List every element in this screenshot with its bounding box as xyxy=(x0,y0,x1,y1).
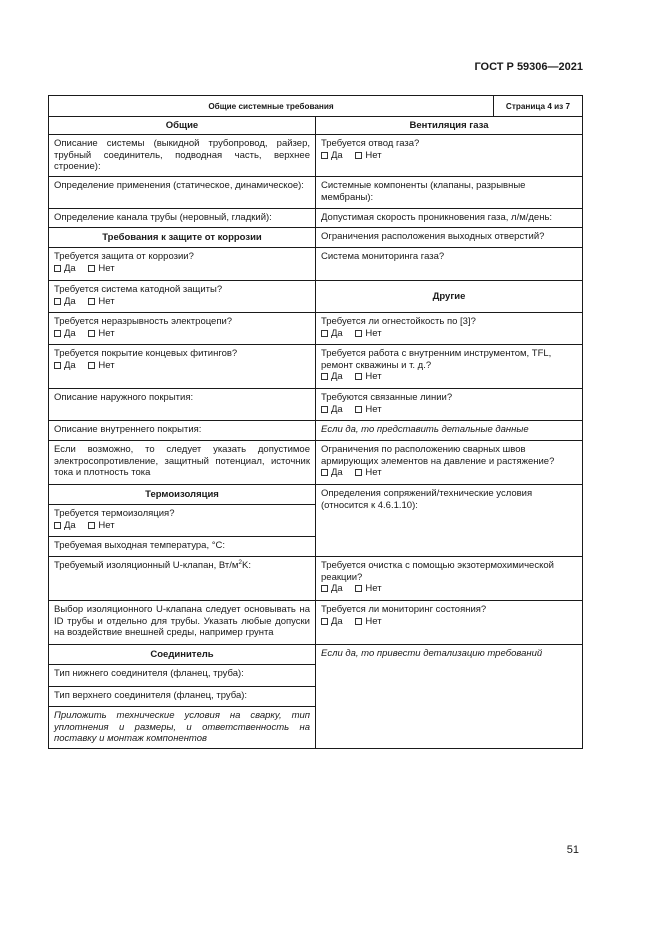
checkbox-icon xyxy=(321,406,328,413)
section-corrosion-header: Требования к защите от коррозии xyxy=(49,228,315,248)
checkbox-icon xyxy=(54,330,61,337)
corrosion-protection-question xyxy=(49,248,315,281)
fitting-coating-question xyxy=(49,345,315,389)
exothermic-cleaning-question xyxy=(316,557,582,601)
checkbox-icon xyxy=(54,362,61,369)
attach-specs-note: Приложить технические условия на сварку, тип уплотнения и размеры, и ответственность на поставку и монтаж компонентов xyxy=(54,710,310,745)
checkbox-icon xyxy=(321,330,328,337)
exotherm-question-text: Требуется очистка с помощью экзотермохимической реакции? xyxy=(321,560,554,583)
section-other-header: Другие xyxy=(316,281,582,313)
checkbox-icon xyxy=(355,152,362,159)
section-connector-header: Соединитель xyxy=(49,645,315,665)
pipe-bore-field[interactable]: Определение канала трубы (неровный, гладкий): xyxy=(49,209,315,228)
checkbox-icon xyxy=(54,265,61,272)
fire-no-checkbox[interactable]: Нет xyxy=(355,328,381,340)
linked-lines-question xyxy=(316,389,582,421)
fitting-yes-checkbox[interactable]: Да xyxy=(54,360,76,372)
checkbox-icon xyxy=(355,618,362,625)
checkbox-icon xyxy=(321,618,328,625)
checkbox-icon xyxy=(321,152,328,159)
tfl-question xyxy=(316,345,582,389)
checkbox-icon xyxy=(321,469,328,476)
condition-monitoring-note: Если да, то привести детализацию требований xyxy=(321,648,543,659)
linked-no-checkbox[interactable]: Нет xyxy=(355,404,381,416)
application-field[interactable]: Определение применения (статическое, динамическое): xyxy=(49,177,315,209)
u-value-label: Требуемый изоляционный U-клапан, Вт/м xyxy=(54,560,239,571)
fire-yes-checkbox[interactable]: Да xyxy=(321,328,343,340)
cathodic-yes-checkbox[interactable]: Да xyxy=(54,296,76,308)
exotherm-no-checkbox[interactable]: Нет xyxy=(355,583,381,595)
thermal-insulation-question xyxy=(49,505,315,537)
condition-monitoring-question xyxy=(316,601,582,645)
electrical-continuity-question xyxy=(49,313,315,345)
gas-vent-question-text: Требуется отвод газа? xyxy=(321,138,420,149)
form-title: Общие системные требования xyxy=(49,96,494,116)
tfl-no-checkbox[interactable]: Нет xyxy=(355,371,381,383)
gas-vent-question xyxy=(316,135,582,177)
gas-monitoring-field[interactable]: Система мониторинга газа? xyxy=(316,248,582,281)
standard-number: ГОСТ Р 59306—2021 xyxy=(474,61,583,73)
cathodic-question-text: Требуется система катодной защиты? xyxy=(54,284,223,295)
checkbox-icon xyxy=(88,362,95,369)
weld-location-question xyxy=(316,441,582,485)
checkbox-icon xyxy=(88,265,95,272)
linked-question-text: Требуются связанные линии? xyxy=(321,392,453,403)
fire-question-text: Требуется ли огнестойкость по [3]? xyxy=(321,316,476,327)
weld-yes-checkbox[interactable]: Да xyxy=(321,467,343,479)
tfl-yes-checkbox[interactable]: Да xyxy=(321,371,343,383)
form-columns xyxy=(48,117,583,749)
continuity-question-text: Требуется неразрывность электроцепи? xyxy=(54,316,233,327)
checkbox-icon xyxy=(355,373,362,380)
gas-vent-yes-checkbox[interactable]: Да xyxy=(321,150,343,162)
insulation-yes-checkbox[interactable]: Да xyxy=(54,520,76,532)
electrical-parameters-field[interactable]: Если возможно, то следует указать допустимое электросопротивление, защитный потенциал, источник тока и плотность тока xyxy=(49,441,315,485)
checkbox-icon xyxy=(321,585,328,592)
left-column xyxy=(49,117,316,748)
insulation-question-text: Требуется термоизоляция? xyxy=(54,508,175,519)
checkbox-icon xyxy=(355,330,362,337)
weld-no-checkbox[interactable]: Нет xyxy=(355,467,381,479)
section-general-header: Общие xyxy=(49,117,315,135)
u-value-selection-note: Выбор изоляционного U-клапана следует основывать на ID трубы и отдельно для трубы. Указать любые допуски на воздействие внешней среды, например грунта xyxy=(49,601,315,645)
checkbox-icon xyxy=(88,298,95,305)
corrosion-no-checkbox[interactable]: Нет xyxy=(88,263,114,275)
section-gas-vent-header: Вентиляция газа xyxy=(316,117,582,135)
corrosion-yes-checkbox[interactable]: Да xyxy=(54,263,76,275)
checkbox-icon xyxy=(54,522,61,529)
exotherm-yes-checkbox[interactable]: Да xyxy=(321,583,343,595)
internal-coating-field[interactable]: Описание внутреннего покрытия: xyxy=(49,421,315,441)
weld-question-text: Ограничения по расположению сварных швов армирующих элементов на давление и растяжение? xyxy=(321,444,555,467)
fire-resistance-question xyxy=(316,313,582,345)
checkbox-icon xyxy=(321,373,328,380)
checkbox-icon xyxy=(355,406,362,413)
checkbox-icon xyxy=(88,522,95,529)
form-title-row xyxy=(48,95,583,117)
outlet-temperature-field[interactable]: Требуемая выходная температура, °C: xyxy=(49,537,315,557)
upper-connector-field[interactable]: Тип верхнего соединителя (фланец, труба): xyxy=(49,687,315,707)
gas-vent-no-checkbox[interactable]: Нет xyxy=(355,150,381,162)
form-page-indicator: Страница 4 из 7 xyxy=(505,101,571,111)
condition-yes-checkbox[interactable]: Да xyxy=(321,616,343,628)
gas-permeation-field[interactable]: Допустимая скорость проникновения газа, л/м/день: xyxy=(316,209,582,228)
checkbox-icon xyxy=(355,585,362,592)
fitting-no-checkbox[interactable]: Нет xyxy=(88,360,114,372)
interfaces-field[interactable]: Определения сопряжений/технические условия (относится к 4.6.1.10): xyxy=(316,485,582,557)
insulation-no-checkbox[interactable]: Нет xyxy=(88,520,114,532)
condition-question-text: Требуется ли мониторинг состояния? xyxy=(321,604,487,615)
section-insulation-header: Термоизоляция xyxy=(49,485,315,505)
system-description-field[interactable]: Описание системы (выкидной трубопровод, райзер, трубный соединитель, подводная часть, верхнее строение): xyxy=(49,135,315,177)
cathodic-protection-question xyxy=(49,281,315,313)
corrosion-question-text: Требуется защита от коррозии? xyxy=(54,251,194,262)
u-value-superscript: 2 xyxy=(238,558,243,566)
checkbox-icon xyxy=(54,298,61,305)
condition-no-checkbox[interactable]: Нет xyxy=(355,616,381,628)
linked-yes-checkbox[interactable]: Да xyxy=(321,404,343,416)
continuity-no-checkbox[interactable]: Нет xyxy=(88,328,114,340)
page-number: 51 xyxy=(566,844,579,856)
linked-lines-note: Если да, то представить детальные данные xyxy=(316,421,582,441)
checkbox-icon xyxy=(355,469,362,476)
system-components-field[interactable]: Системные компоненты (клапаны, разрывные мембраны): xyxy=(316,177,582,209)
lower-connector-field[interactable]: Тип нижнего соединителя (фланец, труба): xyxy=(49,665,315,687)
continuity-yes-checkbox[interactable]: Да xyxy=(54,328,76,340)
cathodic-no-checkbox[interactable]: Нет xyxy=(88,296,114,308)
tfl-question-text: Требуется работа с внутренним инструментом, TFL, ремонт скважины и т. д.? xyxy=(321,348,552,371)
external-coating-field[interactable]: Описание наружного покрытия: xyxy=(49,389,315,421)
u-value-field[interactable] xyxy=(49,557,315,601)
outlet-limits-field[interactable]: Ограничения расположения выходных отверстий? xyxy=(316,228,582,248)
requirements-form xyxy=(48,95,583,749)
fitting-question-text: Требуется покрытие концевых фитингов? xyxy=(54,348,238,359)
u-value-unit: K: xyxy=(242,560,252,571)
right-column xyxy=(316,117,582,748)
checkbox-icon xyxy=(88,330,95,337)
